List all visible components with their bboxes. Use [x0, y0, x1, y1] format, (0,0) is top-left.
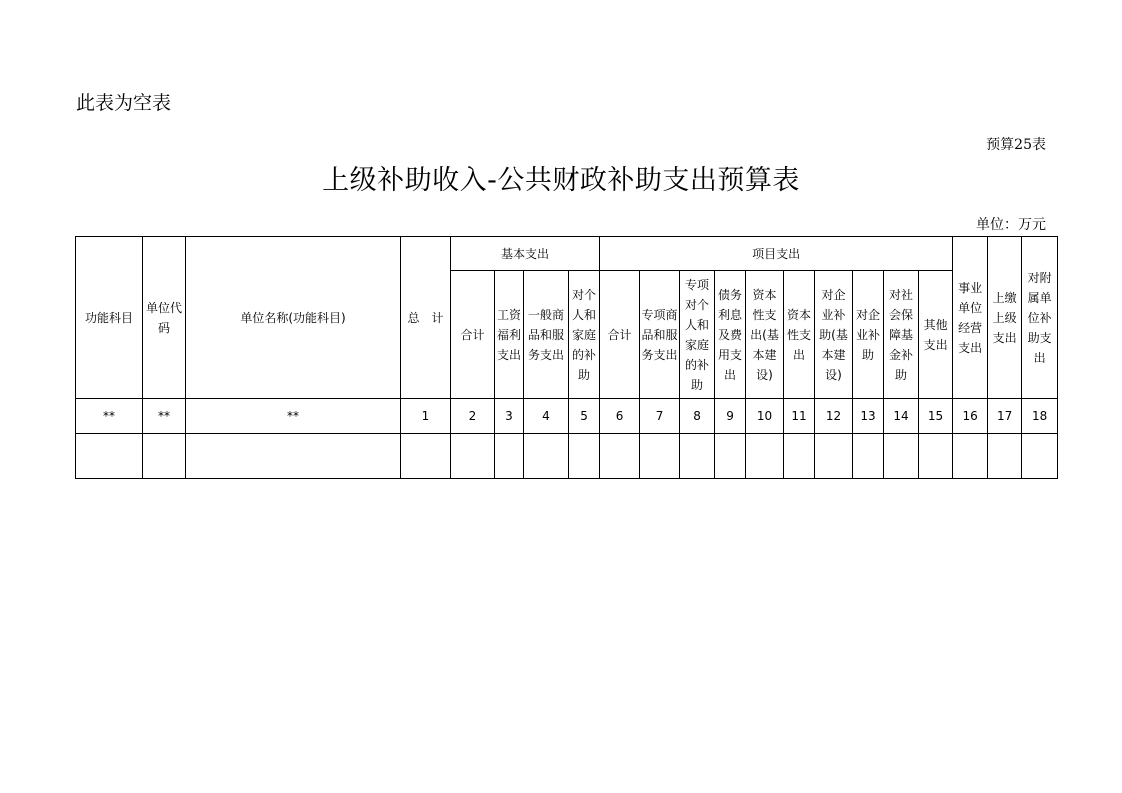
- col-func-subject: 功能科目: [76, 237, 143, 399]
- data-cell: [495, 434, 524, 479]
- index-cell: 18: [1022, 399, 1058, 434]
- col-project-social-security: 对社会保障基金补助: [884, 271, 919, 399]
- col-project-personal-subsidy: 专项对个人和家庭的补助: [680, 271, 715, 399]
- index-cell: 15: [919, 399, 953, 434]
- data-cell: [401, 434, 451, 479]
- col-subsidy-affiliate: 对附属单位补助支出: [1022, 237, 1058, 399]
- col-project-other: 其他支出: [919, 271, 953, 399]
- group-basic-expenditure: 基本支出: [451, 237, 600, 271]
- index-cell: 16: [953, 399, 988, 434]
- empty-data-row: [76, 434, 1058, 479]
- col-remit-upper: 上缴上级支出: [988, 237, 1022, 399]
- col-project-goods-services: 专项商品和服务支出: [640, 271, 680, 399]
- col-basic-wages: 工资福利支出: [495, 271, 524, 399]
- index-cell: 5: [569, 399, 600, 434]
- data-cell: [919, 434, 953, 479]
- page-title: 上级补助收入-公共财政补助支出预算表: [322, 165, 800, 196]
- index-row: [76, 399, 1058, 434]
- index-cell: 1: [401, 399, 451, 434]
- data-cell: [715, 434, 746, 479]
- col-unit-code: 单位代码: [143, 237, 186, 399]
- col-project-debt-interest: 债务利息及费用支出: [715, 271, 746, 399]
- index-cell: **: [76, 399, 143, 434]
- unit-label: 单位：万元: [976, 217, 1046, 233]
- form-number: 预算25表: [986, 137, 1046, 153]
- data-cell: [680, 434, 715, 479]
- index-cell: 14: [884, 399, 919, 434]
- index-cell: **: [143, 399, 186, 434]
- data-cell: [76, 434, 143, 479]
- col-total: 总 计: [401, 237, 451, 399]
- index-cell: 10: [746, 399, 784, 434]
- index-cell: 6: [600, 399, 640, 434]
- data-cell: [815, 434, 853, 479]
- col-project-capital: 资本性支出: [784, 271, 815, 399]
- col-basic-total: 合计: [451, 271, 495, 399]
- index-cell: 7: [640, 399, 680, 434]
- data-cell: [988, 434, 1022, 479]
- index-cell: 9: [715, 399, 746, 434]
- index-cell: 17: [988, 399, 1022, 434]
- col-basic-personal-subsidy: 对个人和家庭的补助: [569, 271, 600, 399]
- index-cell: 3: [495, 399, 524, 434]
- col-project-total: 合计: [600, 271, 640, 399]
- col-project-enterprise-construction: 对企业补助(基本建设): [815, 271, 853, 399]
- data-cell: [186, 434, 401, 479]
- data-cell: [143, 434, 186, 479]
- data-cell: [853, 434, 884, 479]
- index-cell: **: [186, 399, 401, 434]
- col-operating-expenditure: 事业单位经营支出: [953, 237, 988, 399]
- data-cell: [600, 434, 640, 479]
- col-unit-name: 单位名称(功能科目): [186, 237, 401, 399]
- index-cell: 4: [524, 399, 569, 434]
- data-cell: [1022, 434, 1058, 479]
- group-project-expenditure: 项目支出: [600, 237, 953, 271]
- data-cell: [640, 434, 680, 479]
- col-basic-goods-services: 一般商品和服务支出: [524, 271, 569, 399]
- empty-table-note: 此表为空表: [76, 92, 172, 114]
- col-project-capital-construction: 资本性支出(基本建设): [746, 271, 784, 399]
- data-cell: [884, 434, 919, 479]
- data-cell: [746, 434, 784, 479]
- data-cell: [451, 434, 495, 479]
- data-cell: [524, 434, 569, 479]
- index-cell: 12: [815, 399, 853, 434]
- budget-table: [75, 236, 1058, 479]
- data-cell: [953, 434, 988, 479]
- index-cell: 13: [853, 399, 884, 434]
- index-cell: 8: [680, 399, 715, 434]
- index-cell: 2: [451, 399, 495, 434]
- data-cell: [784, 434, 815, 479]
- data-cell: [569, 434, 600, 479]
- col-project-enterprise: 对企业补助: [853, 271, 884, 399]
- index-cell: 11: [784, 399, 815, 434]
